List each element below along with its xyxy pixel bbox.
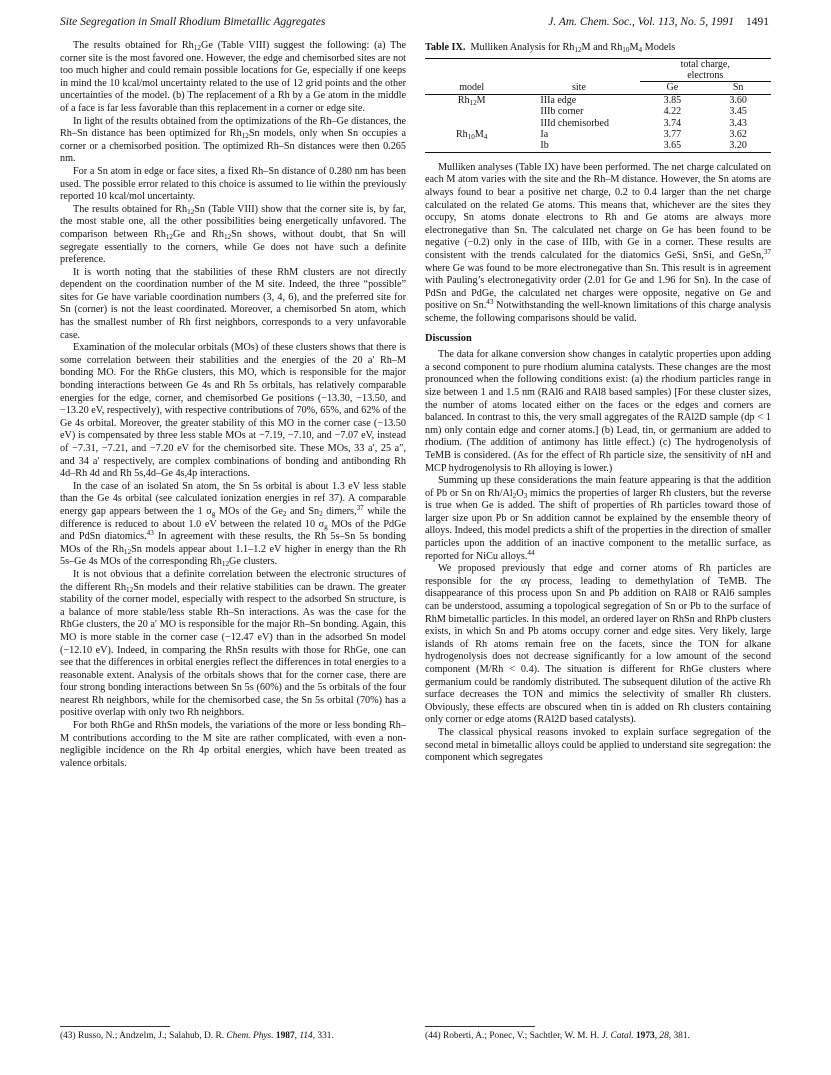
table-col-header: Ge [666,82,679,94]
table-cell-site: IIId chemisorbed [540,117,609,129]
table-caption [425,42,771,55]
running-head [60,16,769,34]
table-cell-site: Ib [540,140,549,152]
mulliken-table [425,58,771,153]
table-header-blank [425,58,518,82]
table-cell-ge: 3.85 [663,94,682,106]
table-header-row [425,82,771,94]
table-cell-sn: 3.20 [729,140,747,152]
table-cell-model: $Rh_{12}M$ [457,94,486,107]
table-cell-ge: 3.65 [663,140,682,152]
table-col-header: Sn [732,82,744,94]
group-header-text: total charge, electrons [680,58,730,81]
table-cell-site: IIIb corner [540,106,584,118]
left-paragraph-8: It is not obvious that a definite correlation between the electronic structures of the different $Rh_{12}Sn$ models and their relative stabilities can be drawn. The greater stability of the corner model, especially with respect to the adsorbed Sn structure, is a balance of more stable/less stable Rh–Sn interactions. As was the case for the RhGe clusters, the 20 a′ MO is responsible for the major Rh–Sn bonding. Again, this MO is more stable in the corner case (−12.47 eV) than in the adsorbed Sn model (−12.10 eV). Indeed, in comparing the RhSn results with those for RhGe, one can see that the differences in orbital energies reflect the differences in total energies to a reasonable extent. Analysis of the orbitals shows that for the corner case, there are four strong bonding interactions between Sn 5s (60%) and the 5s orbitals of the four nearest Rh neighbors, while for the chemisorbed case, the Sn 5s orbital (70%) has a positive overlap with only two Rh neighbors. [60,568,406,719]
table-label: Table IX. [425,42,466,53]
right-paragraphs-after [425,349,771,765]
table-cell-sn: 3.45 [729,106,747,118]
left-paragraph-5: It is worth noting that the stabilities of these RhM clusters are not directly dependent on the coordination number of the M site. Indeed, the three “possible” sites for Ge have variable coordination numbers (3, 4, 6), and the preferred site for Sn (corner) is not the least coordinated. Moreover, a chemisorbed Sn atom, which has the smallest number of Rh first neighbors, corresponds to a very unfavorable case. [60,266,406,341]
table-cell-site: IIIa edge [540,94,577,106]
left-paragraph-3: For a Sn atom in edge or face sites, a fixed Rh–Sn distance of 0.280 nm has been used. The possible error related to this choice is assumed to lie within the previously reported 10 kcal/mol uncertainty. [60,165,406,203]
footnote-44: (44) Roberti, A.; Ponec, V.; Sachtler, W. M. H. J. Catal. 1973, 28, 381. [425,1031,690,1041]
footnote-rule-right [425,1026,535,1027]
table-col-header: model [459,81,485,93]
running-head-journal [548,16,769,28]
left-column [60,40,406,770]
table-col-header: site [572,81,586,93]
section-heading-discussion: Discussion [425,332,472,344]
running-head-title: Site Segregation in Small Rhodium Bimetallic Aggregates [60,16,326,28]
table-row [425,140,771,152]
table-cell-ge: 4.22 [663,106,682,118]
journal-citation: J. Am. Chem. Soc., Vol. 113, No. 5, 1991 [548,16,734,28]
left-paragraph-9: For both RhGe and RhSn models, the variations of the more or less bonding Rh–M contributions according to the M site are rather complicated, with even a non-negligible incidence on the Rh 4p orbital energies, which have been treated as valence orbitals. [60,720,406,769]
left-paragraph-1: The results obtained for $Rh_{12}Ge$ (Table VIII) suggest the following: (a) The corner site is the most favored one. However, the edge and chemisorbed sites are not too much higher and could remain possible locations for Ge, especially if one keeps in mind the 10 kcal/mol uncertainty related to the use of 12 grid points and the other uncertainties of the model. (b) The replacement of a Rh by a Ge atom in the middle of a face is far less favorable than this replacement in a corner or edge site. [60,40,406,114]
right-column [425,40,771,765]
right-post-paragraph-2: Summing up these considerations the main feature appearing is that the addition of Pb or Sn on $Rh/Al_2O_3$ mimics the properties of larger Rh clusters, but the reverse is true when Ge is added. The shift of properties of Rh particles toward those of larger size upon Pb or Sn addition cannot be explained by the ensemble theory of alloys. Indeed, this model predicts a shift of the properties in the direction of smaller particles upon the addition of an inactive component to the metallic surface, as reported for NiCu alloys.$^{44}$ [425,475,771,562]
table-row [425,118,771,129]
right-pre-paragraph-1: Mulliken analyses (Table IX) have been performed. The net charge calculated on each M atom varies with the site and the Rh–M distance. However, the Sn atoms are always found to bear a positive net charge, 0.2 to 0.4 larger than the net charge calculated on the related Ge atoms. This means that, whichever are the sites they occupy, Sn atoms donate electrons to Rh and Ge atoms are always more electronegative than Sn. The calculated net charge on Ge has been found to be negative (−0.2) only in the case of IIIb, with Ge in a corner. These results are consistent with the trends calculated for the diatomics GeSi, SnSi, and GeSn,$^{37}$ where Ge was found to be more electronegative than Sn. This result is in agreement with Pauling’s electronegativity order (2.01 for Ge and 1.96 for Sn). In the case of PdSn and PdGe, the calculated net charges were opposite, negative on Ge and positive on Sn.$^{43}$ Notwithstanding the well-known limitations of this charge analysis scheme, the following comparisons should be valid. [425,161,771,324]
left-paragraph-2: In light of the results obtained from the optimizations of the Rh–Ge distances, the Rh–Sn distance has been optimized for $Rh_{12}Sn$ models, only when Sn occupies a corner or a chemisorbed position. The optimized Rh–Sn distances were then 0.265 nm. [60,115,406,165]
right-post-paragraph-3: We proposed previously that edge and corner atoms of Rh particles are responsible for the αγ process, leading to demethylation of TeMB. The disappearance of this process upon Sn and Pb addition on RAl8 or RAl6 samples can be understood, assuming a topological segregation of Sn or Pb to the surface of RhM bimetallic particles. In this model, an ordered layer on RhSn and RhPb clusters exists, in which Sn and Pb atoms occupy corner and edge sites. Very likely, large islands of Rh atoms remain free on the facets, since the TON for alkane hydrogenolysis does not decrease significantly for a low amount of the second component (M/Rh < 0.4). The situation is different for RhGe clusters where germanium could be randomly distributed. The subsequent dilution of the active Rh surface decreases the TON and mimics the selectivity of smaller Rh clusters. Obviously, these effects are obscured when tin is added on Rh clusters containing only corner or edge atoms (RAl2D based catalysts). [425,563,771,726]
table-header-blank [518,58,639,82]
left-paragraph-6: Examination of the molecular orbitals (MOs) of these clusters shows that there is some correlation between their stabilities and the energies of the 20 a′ Rh–M bonding MO. For the RhGe clusters, this MO, which is responsible for the major bonding interactions between Ge 4s and Rh 5s orbitals, has relatively comparable energies for the edge, corner, and chemisorbed Ge positions (−13.30, −13.50, and −13.20 eV, respectively), with respective contributions of 70%, 65%, and 62% of the Ge 4s orbital. Moreover, the greater stability of this MO in the corner case (−13.50 eV) is compensated by three less stable MOs at −7.19, −7.10, and −7.07 eV, instead of −7.31, −7.21, and −7.20 eV for the chemisorbed site. These MOs, 33 a′, 25 a″, and 34 a′ respectively, are complex combinations of bonding and antibonding Rh 4d–Rh 4d and Rh 5s,4d–Ge 4s,4p interactions. [60,342,406,480]
left-paragraph-4: The results obtained for $Rh_{12}Sn$ (Table VIII) show that the corner site is, by far, the most stable one, all the other possibilities being energetically unfavored. The comparison between $Rh_{12}Ge$ and $Rh_{12}Sn$ shows, without doubt, that Sn will segregate essentially to the corners, while Ge does not have such a definite preference. [60,203,407,266]
table-cell-sn: 3.60 [729,94,747,106]
table-cell-model [425,118,518,129]
table-cell-ge: 3.74 [663,117,682,129]
table-row [425,129,771,140]
table-group-header [640,58,772,82]
table-cell-site: Ia [540,129,549,141]
table-cell-sn: 3.43 [729,117,747,129]
footnote-rule-left [60,1026,170,1027]
table-body [425,94,771,152]
right-post-paragraph-4: The classical physical reasons invoked to explain surface segregation of the second metal in bimetallic alloys could be applied to understand site segregation: the component which segregates [425,726,771,764]
table-row [425,94,771,106]
table-cell-sn: 3.62 [729,129,747,141]
table-cell-ge: 3.77 [663,129,682,141]
table-cell-model [425,106,518,117]
right-paragraphs-before [425,162,771,326]
left-paragraph-7: In the case of an isolated Sn atom, the Sn 5s orbital is about 1.3 eV less stable than the Ge 4s orbital (see calculated ionization energies in ref 37). A comparable energy gap appears between the 1 $\sigma_g$ MOs of the $Ge_2$ and $Sn_2$ dimers,$^{37}$ while the difference is reduced to about 1.0 eV between the related 10 $\sigma_g$ MOs of the PdGe and PdSn diatomics.$^{43}$ In agreement with these results, the Rh 5s–Sn 5s bonding MOs of the $Rh_{12}Sn$ models appear about 1.1–1.2 eV higher in energy than the Rh 5s–Ge 4s MOs of the corresponding $Rh_{12}Ge$ clusters. [60,480,407,569]
table-caption-text: Mulliken Analysis for $Rh_{12}M$ and $Rh_{10}M_4$ Models [470,42,676,54]
table-cell-model [425,140,518,152]
table-row [425,106,771,117]
footnote-43: (43) Russo, N.; Andzelm, J.; Salahub, D. R. Chem. Phys. 1987, 114, 331. [60,1031,334,1041]
table-cell-model: $Rh_{10}M_4$ [456,129,488,142]
page-number: 1491 [746,16,769,28]
right-post-paragraph-1: The data for alkane conversion show changes in catalytic properties upon adding a second component to pure rhodium alumina catalysts. These changes are the most pronounced when the following conditions exist: (a) the rhodium particles range in size between 1 and 1.5 nm (RAl6 and RAl8 based samples) [For these cluster sizes, the number of atoms located either on the faces or the edges and corners are balanced. In contrast to this, the very small aggregates of the RAl2D sample (dp < 1 nm) only contain edge and corner atoms.] (b) Lead, tin, or germanium are added to rhodium. (The addition of antimony has little effect.) (c) The hydrogenolysis of TeMB is considered. (As for the effect of Rh particle size, the sensitivity of nH and MCP hydrogenolysis to Rh alloying is lower.) [425,349,771,474]
